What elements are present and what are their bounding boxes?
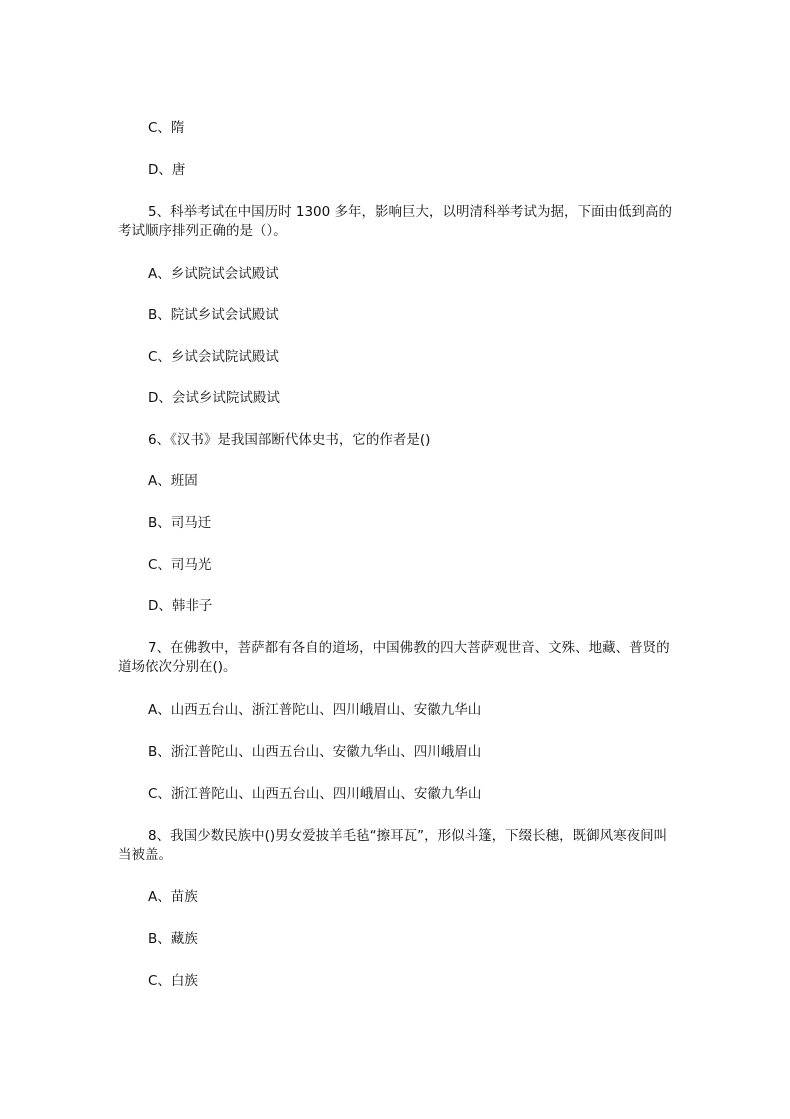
- question-6-text: 6、《汉书》是我国部断代体史书，它的作者是(): [148, 432, 431, 448]
- q6-option-b: B、司马迁: [148, 515, 212, 531]
- question-5-text: 5、科举考试在中国历时 1300 多年，影响巨大，以明清科举考试为据，下面由低到高的考试顺序排列正确的是（）。: [118, 204, 673, 239]
- question-8-text: 8、我国少数民族中()男女爱披羊毛毡“擦耳瓦”，形似斗篷，下缀长穗，既御风寒夜间叫当被盖。: [118, 828, 668, 863]
- question-6: [118, 431, 674, 450]
- question-5: [118, 203, 674, 241]
- q6-option-c: C、司马光: [148, 557, 212, 573]
- q8-option-b: B、藏族: [148, 931, 198, 947]
- question-7-text: 7、在佛教中，菩萨都有各自的道场，中国佛教的四大菩萨观世音、文殊、地藏、普贤的道场依次分别在()。: [118, 640, 670, 675]
- q6-option-a: A、班固: [148, 473, 198, 489]
- q8-option-c: C、白族: [148, 973, 198, 989]
- q7-option-a: A、山西五台山、浙江普陀山、四川峨眉山、安徽九华山: [148, 702, 482, 718]
- q5-option-d: D、会试乡试院试殿试: [148, 390, 280, 406]
- option-d-tang: D、唐: [148, 162, 186, 178]
- question-8: [118, 827, 674, 865]
- q5-option-b: B、院试乡试会试殿试: [148, 307, 279, 323]
- question-7: [118, 639, 674, 677]
- q7-option-c: C、浙江普陀山、山西五台山、四川峨眉山、安徽九华山: [148, 786, 482, 802]
- q8-option-a: A、苗族: [148, 889, 198, 905]
- q5-option-a: A、乡试院试会试殿试: [148, 266, 279, 282]
- q5-option-c: C、乡试会试院试殿试: [148, 349, 279, 365]
- q7-option-b: B、浙江普陀山、山西五台山、安徽九华山、四川峨眉山: [148, 744, 482, 760]
- q6-option-d: D、韩非子: [148, 598, 213, 614]
- option-c-sui: C、隋: [148, 120, 185, 136]
